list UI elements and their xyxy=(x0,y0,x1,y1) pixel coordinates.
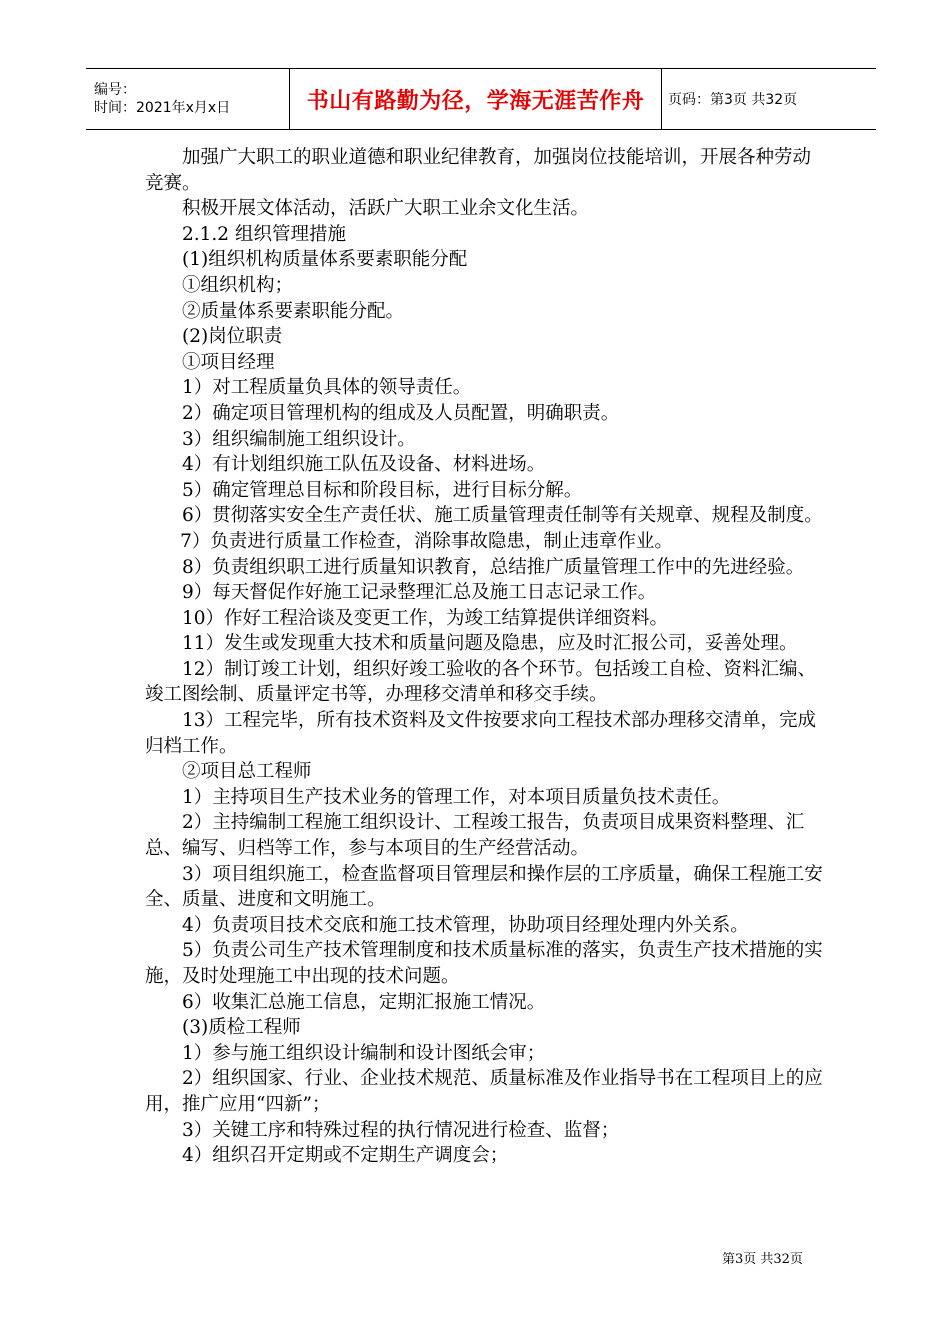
list-item: 5）确定管理总目标和阶段目标，进行目标分解。 xyxy=(182,479,583,501)
list-item: 9）每天督促作好施工记录整理汇总及施工日志记录工作。 xyxy=(182,582,657,604)
header-meta xyxy=(86,69,290,129)
list-item: 3）关键工序和特殊过程的执行情况进行检查、监督； xyxy=(182,1119,620,1141)
paragraph: 积极开展文体活动，活跃广大职工业余文化生活。 xyxy=(182,198,590,220)
list-item: 13）工程完毕，所有技术资料及文件按要求向工程技术部办理移交清单，完成归档工作。 xyxy=(145,710,817,757)
page-header xyxy=(86,68,876,130)
list-item: 1）参与施工组织设计编制和设计图纸会审； xyxy=(182,1042,546,1064)
list-item: 1）对工程质量负具体的领导责任。 xyxy=(182,377,472,399)
list-item: 6）收集汇总施工信息，定期汇报施工情况。 xyxy=(182,991,546,1013)
document-date: 时间：2021年x月x日 xyxy=(94,100,231,116)
list-item: 4）组织召开定期或不定期生产调度会； xyxy=(182,1145,509,1167)
motto-text: 书山有路勤为径，学海无涯苦作舟 xyxy=(306,87,645,114)
list-item: 10）作好工程洽谈及变更工作，为竣工结算提供详细资料。 xyxy=(182,607,669,629)
list-item: 2）组织国家、行业、企业技术规范、质量标准及作业指导书在工程项目上的应用，推广应用“四新”； xyxy=(145,1068,823,1115)
list-item: 2）主持编制工程施工组织设计、工程竣工报告，负责项目成果资料整理、汇总、编写、归档等工作，参与本项目的生产经营活动。 xyxy=(145,812,805,860)
list-item: 4）负责项目技术交底和施工技术管理，协助项目经理处理内外关系。 xyxy=(182,914,749,936)
list-item: 8）负责组织职工进行质量知识教育，总结推广质量管理工作中的先进经验。 xyxy=(182,556,805,578)
list-item: 7）负责进行质量工作检查，消除事故隐患，制止违章作业。 xyxy=(180,530,673,552)
paragraph: ①项目经理 xyxy=(182,351,275,373)
document-number: 编号： xyxy=(94,82,136,98)
paragraph: (1)组织机构质量体系要素职能分配 xyxy=(182,249,468,271)
document-body xyxy=(145,145,825,1169)
list-item: 3）组织编制施工组织设计。 xyxy=(182,428,416,450)
list-item: 6）贯彻落实安全生产责任状、施工质量管理责任制等有关规章、规程及制度。 xyxy=(182,505,823,527)
paragraph: ②项目总工程师 xyxy=(182,761,312,783)
header-motto xyxy=(290,69,662,129)
list-item: 2）确定项目管理机构的组成及人员配置，明确职责。 xyxy=(182,402,620,424)
list-item: 12）制订竣工计划，组织好竣工验收的各个环节。包括竣工自检、资料汇编、竣工图绘制、质量评定书等，办理移交清单和移交手续。 xyxy=(145,658,817,706)
paragraph: 加强广大职工的职业道德和职业纪律教育，加强岗位技能培训，开展各种劳动竞赛。 xyxy=(145,147,812,194)
list-item: 3）项目组织施工，检查监督项目管理层和操作层的工序质量，确保工程施工安全、质量、进度和文明施工。 xyxy=(145,863,823,911)
list-item: 1）主持项目生产技术业务的管理工作，对本项目质量负技术责任。 xyxy=(182,786,731,808)
header-page-number: 页码：第3页 共32页 xyxy=(668,92,798,108)
list-item: 11）发生或发现重大技术和质量问题及隐患，应及时汇报公司，妥善处理。 xyxy=(182,633,798,655)
page-footer: 第3页 共32页 xyxy=(722,1252,803,1267)
paragraph: ②质量体系要素职能分配。 xyxy=(182,300,405,322)
paragraph: ①组织机构； xyxy=(182,274,294,296)
list-item: 5）负责公司生产技术管理制度和技术质量标准的落实，负责生产技术措施的实施，及时处理施工中出现的技术问题。 xyxy=(145,940,823,987)
paragraph: (2)岗位职责 xyxy=(182,326,283,348)
paragraph: (3)质检工程师 xyxy=(182,1017,301,1039)
section-heading: 2.1.2 组织管理措施 xyxy=(182,223,346,245)
list-item: 4）有计划组织施工队伍及设备、材料进场。 xyxy=(182,454,546,476)
